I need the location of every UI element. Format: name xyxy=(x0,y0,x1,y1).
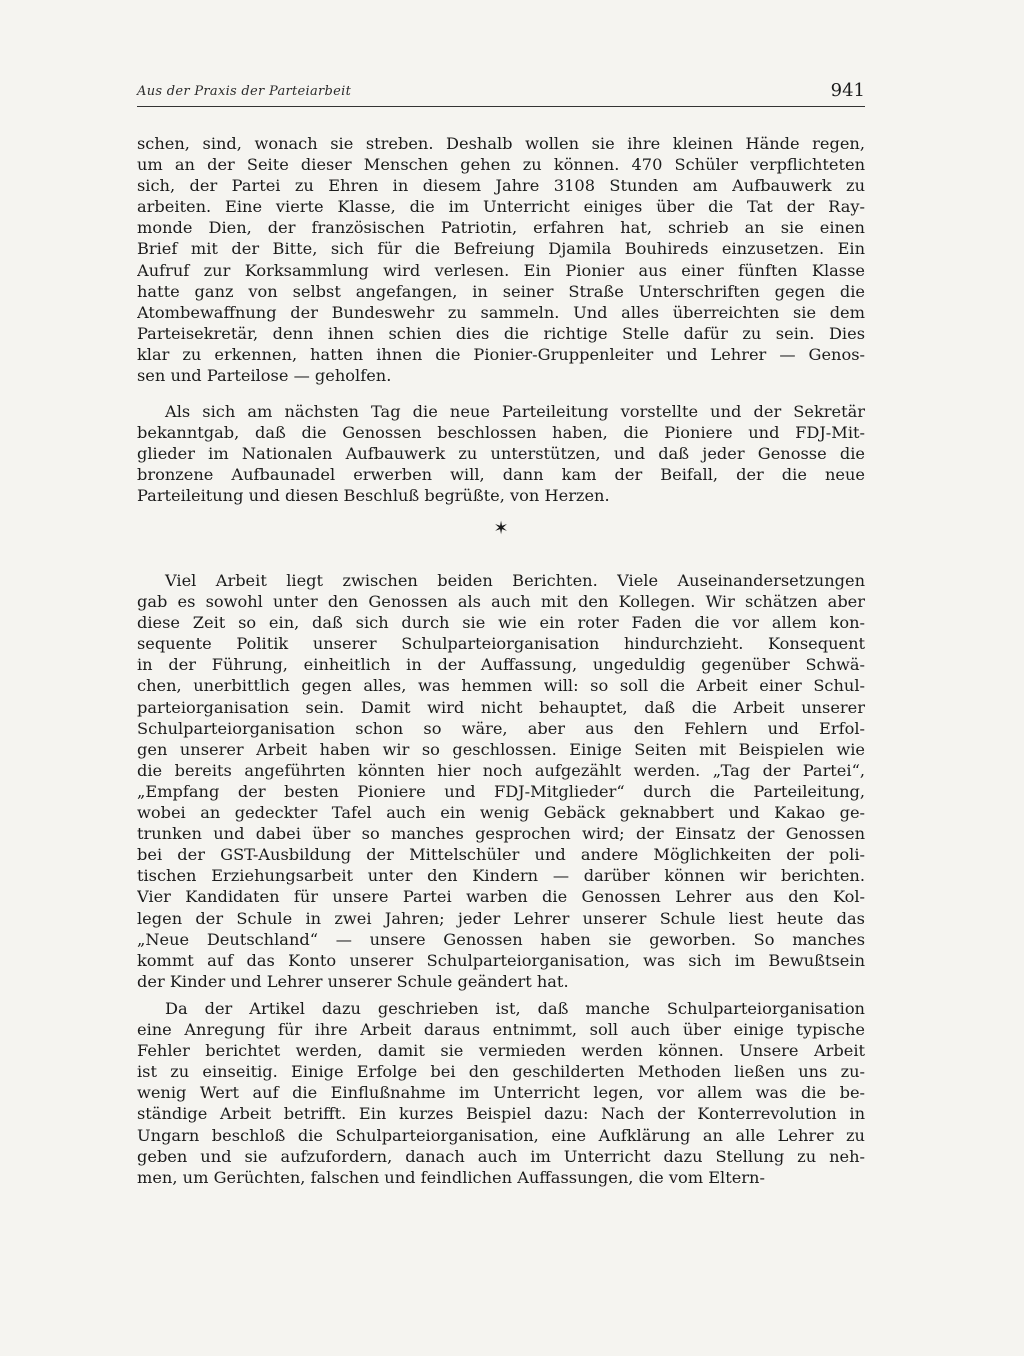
text-line: bekanntgab, daß die Genossen beschlossen haben, die Pioniere und FDJ-Mit- xyxy=(137,423,865,443)
text-line: sequente Politik unserer Schulparteiorganisation hindurchzieht. Konsequent xyxy=(137,634,865,654)
text-line: klar zu erkennen, hatten ihnen die Pionier-Gruppenleiter und Lehrer — Genos- xyxy=(137,344,865,364)
text-line: „Neue Deutschland“ — unsere Genossen haben sie geworben. So manches xyxy=(137,929,865,949)
text-line: Viel Arbeit liegt zwischen beiden Berichten. Viele Auseinandersetzungen xyxy=(165,571,865,590)
text-line: Ungarn beschloß die Schulparteiorganisation, eine Aufklärung an alle Lehrer zu xyxy=(137,1125,865,1145)
star-divider-icon: ✶ xyxy=(493,518,509,539)
paragraph-3 xyxy=(137,570,865,992)
text-line: in der Führung, einheitlich in der Auffassung, ungeduldig gegenüber Schwä- xyxy=(137,655,865,675)
text-line: gen unserer Arbeit haben wir so geschlossen. Einige Seiten mit Beispielen wie xyxy=(137,739,865,759)
text-line: parteiorganisation sein. Damit wird nicht behauptet, daß die Arbeit unserer xyxy=(137,697,865,717)
text-line: chen, unerbittlich gegen alles, was hemmen will: so soll die Arbeit einer Schul- xyxy=(137,676,865,696)
text-line: arbeiten. Eine vierte Klasse, die im Unterricht einiges über die Tat der Ray- xyxy=(137,197,865,217)
text-line: sich, der Partei zu Ehren in diesem Jahre 3108 Stunden am Aufbauwerk zu xyxy=(137,176,865,196)
paragraph-2 xyxy=(137,401,865,506)
text-line: geben und sie aufzufordern, danach auch im Unterricht dazu Stellung zu neh- xyxy=(137,1146,865,1166)
paragraph-1 xyxy=(137,133,865,386)
text-line: men, um Gerüchten, falschen und feindlichen Auffassungen, die vom Eltern- xyxy=(137,1167,765,1187)
text-line: bronzene Aufbaunadel erwerben will, dann kam der Beifall, der die neue xyxy=(137,465,865,485)
paragraph-4 xyxy=(137,998,865,1188)
text-line: Atombewaffnung der Bundeswehr zu sammeln. Und alles überreichten sie dem xyxy=(137,302,865,322)
text-line: eine Anregung für ihre Arbeit daraus entnimmt, soll auch über einige typische xyxy=(137,1020,865,1040)
text-line: die bereits angeführten könnten hier noch aufgezählt werden. „Tag der Partei“, xyxy=(137,760,865,780)
text-line: sen und Parteilose — geholfen. xyxy=(137,366,392,386)
text-line: monde Dien, der französischen Patriotin, erfahren hat, schrieb an sie einen xyxy=(137,218,865,238)
running-title: Aus der Praxis der Parteiarbeit xyxy=(137,84,352,99)
text-line: Fehler berichtet werden, damit sie vermieden werden können. Unsere Arbeit xyxy=(137,1041,865,1061)
text-line: ist zu einseitig. Einige Erfolge bei den geschilderten Methoden ließen uns zu- xyxy=(137,1062,865,1082)
text-line: Als sich am nächsten Tag die neue Parteileitung vorstellte und der Sekretär xyxy=(165,402,865,421)
text-line: Schulparteiorganisation schon so wäre, aber aus den Fehlern und Erfol- xyxy=(137,718,865,738)
text-line: diese Zeit so ein, daß sich durch sie wie ein roter Faden die vor allem kon- xyxy=(137,613,865,633)
text-line: Da der Artikel dazu geschrieben ist, daß manche Schulparteiorganisation xyxy=(165,999,865,1018)
header-rule xyxy=(137,106,865,107)
text-line: wobei an gedeckter Tafel auch ein wenig Gebäck geknabbert und Kakao ge- xyxy=(137,803,865,823)
text-line: hatte ganz von selbst angefangen, in seiner Straße Unterschriften gegen die xyxy=(137,281,865,301)
page-number: 941 xyxy=(830,80,865,101)
running-head xyxy=(137,80,865,108)
text-line: tischen Erziehungsarbeit unter den Kindern — darüber können wir berichten. xyxy=(137,866,865,886)
text-line: trunken und dabei über so manches gesprochen wird; der Einsatz der Genossen xyxy=(137,824,865,844)
text-line: schen, sind, wonach sie streben. Deshalb wollen sie ihre kleinen Hände regen, xyxy=(137,134,865,153)
text-line: wenig Wert auf die Einflußnahme im Unterricht legen, vor allem was die be- xyxy=(137,1083,865,1103)
text-line: legen der Schule in zwei Jahren; jeder Lehrer unserer Schule liest heute das xyxy=(137,908,865,928)
text-line: um an der Seite dieser Menschen gehen zu können. 470 Schüler verpflichteten xyxy=(137,155,865,175)
text-line: ständige Arbeit betrifft. Ein kurzes Beispiel dazu: Nach der Konterrevolution in xyxy=(137,1104,865,1124)
section-divider xyxy=(0,518,1024,539)
text-line: Aufruf zur Korksammlung wird verlesen. Ein Pionier aus einer fünften Klasse xyxy=(137,260,865,280)
text-line: Vier Kandidaten für unsere Partei warben die Genossen Lehrer aus den Kol- xyxy=(137,887,865,907)
text-line: Parteisekretär, denn ihnen schien dies die richtige Stelle dafür zu sein. Dies xyxy=(137,323,865,343)
text-line: „Empfang der besten Pioniere und FDJ-Mitglieder“ durch die Parteileitung, xyxy=(137,781,865,801)
text-line: bei der GST-Ausbildung der Mittelschüler und andere Möglichkeiten der poli- xyxy=(137,845,865,865)
text-line: Brief mit der Bitte, sich für die Befreiung Djamila Bouhireds einzusetzen. Ein xyxy=(137,239,865,259)
text-line: der Kinder und Lehrer unserer Schule geändert hat. xyxy=(137,971,569,991)
text-line: kommt auf das Konto unserer Schulparteiorganisation, was sich im Bewußtsein xyxy=(137,950,865,970)
text-line: Parteileitung und diesen Beschluß begrüßte, von Herzen. xyxy=(137,486,610,506)
text-line: gab es sowohl unter den Genossen als auch mit den Kollegen. Wir schätzen aber xyxy=(137,592,865,612)
text-line: glieder im Nationalen Aufbauwerk zu unterstützen, und daß jeder Genosse die xyxy=(137,444,865,464)
